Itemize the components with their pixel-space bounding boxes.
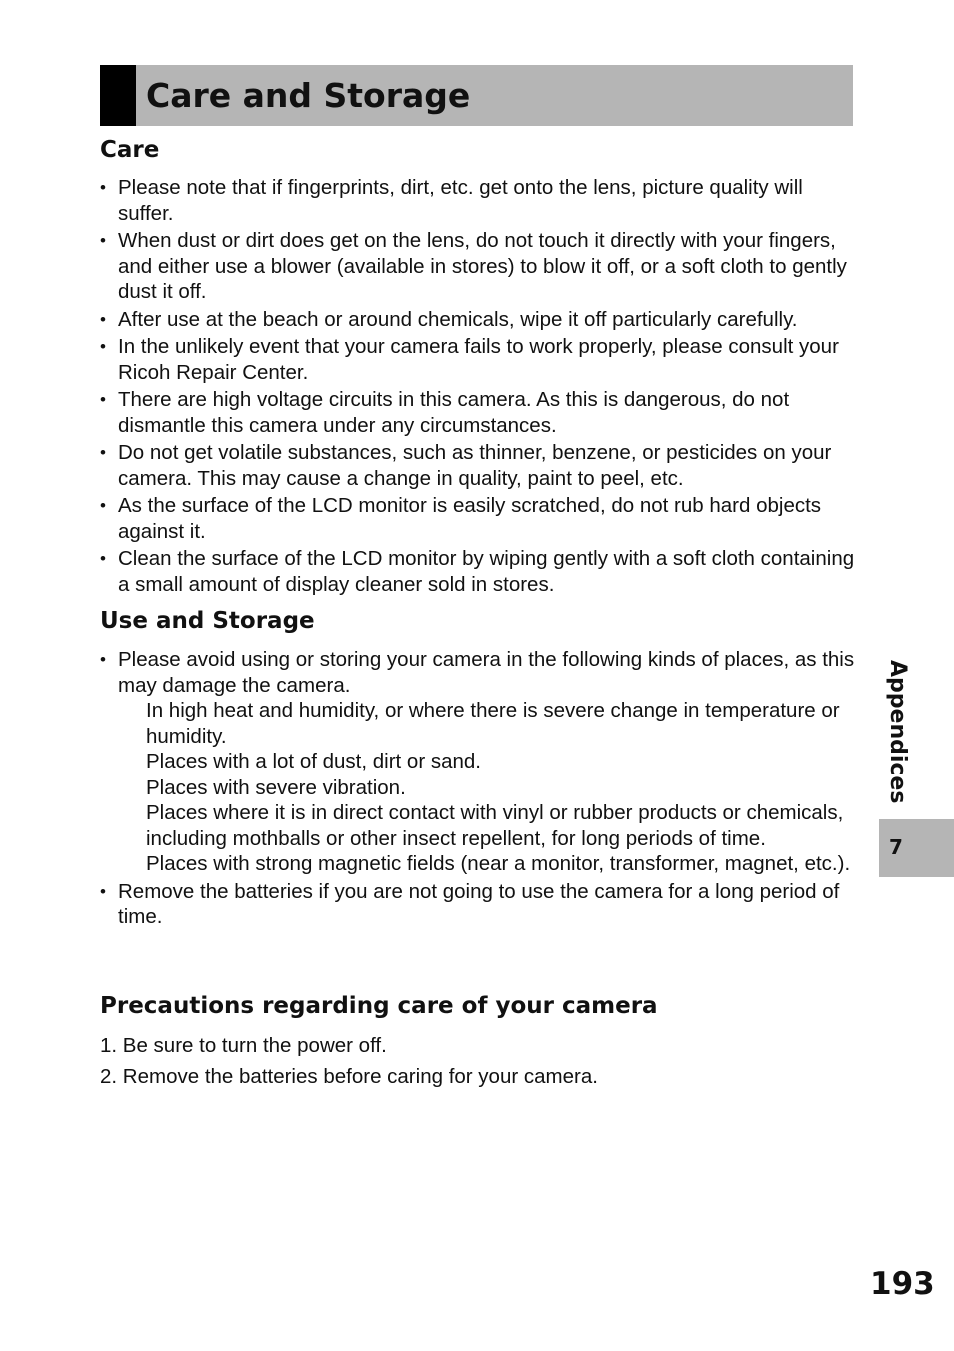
precautions-heading: Precautions regarding care of your camera: [100, 993, 658, 1019]
bullet-icon: •: [100, 443, 106, 462]
storage-list: [100, 647, 860, 932]
list-item: [100, 440, 860, 491]
care-item-text: When dust or dirt does get on the lens, do not touch it directly with your fingers, and either use a blower (available in stores) to blow it off, or a soft cloth to gently dust it off.: [118, 229, 847, 303]
care-item-text: In the unlikely event that your camera fails to work properly, please consult your Ricoh Repair Center.: [118, 335, 839, 384]
care-item-text: Please note that if fingerprints, dirt, etc. get onto the lens, picture quality will suffer.: [118, 176, 803, 225]
list-item: [100, 546, 860, 597]
list-item: [100, 647, 860, 877]
storage-item-text: Please avoid using or storing your camera in the following kinds of places, as this may damage the camera.: [118, 648, 855, 697]
bullet-icon: •: [100, 650, 106, 669]
list-item: [100, 493, 860, 544]
chapter-tab: [879, 819, 954, 877]
title-bar: [100, 65, 853, 126]
place-item: Places where it is in direct contact with vinyl or rubber products or chemicals, including mothballs or other insect repellent, for long periods of time.: [146, 801, 844, 850]
place-item: Places with a lot of dust, dirt or sand.: [146, 750, 481, 773]
bullet-icon: •: [100, 178, 106, 197]
side-chapter-label: [882, 660, 912, 810]
page-number: 193: [870, 1266, 935, 1302]
bullet-icon: •: [100, 549, 106, 568]
place-item: Places with severe vibration.: [146, 775, 406, 799]
storage-item-text: Remove the batteries if you are not going to use the camera for a long period of time.: [118, 879, 840, 928]
care-item-text: After use at the beach or around chemicals, wipe it off particularly carefully.: [118, 307, 798, 331]
list-item: [100, 307, 860, 333]
care-item-text: As the surface of the LCD monitor is easily scratched, do not rub hard objects against it.: [118, 494, 822, 543]
page-title: Care and Storage: [146, 76, 471, 115]
place-list: [118, 698, 860, 877]
bullet-icon: •: [100, 309, 106, 329]
title-block-marker: [100, 65, 136, 126]
care-list: [100, 175, 860, 599]
list-item: [100, 334, 860, 385]
list-item: [100, 228, 860, 305]
chapter-number: 7: [889, 835, 903, 859]
care-heading: Care: [100, 137, 160, 163]
care-item-text: There are high voltage circuits in this camera. As this is dangerous, do not dismantle this camera under any circumstances.: [118, 388, 790, 437]
bullet-icon: •: [100, 390, 106, 409]
bullet-icon: •: [100, 337, 106, 356]
list-item: [100, 175, 860, 226]
step-item: 2. Remove the batteries before caring for your camera.: [100, 1064, 598, 1088]
storage-heading: Use and Storage: [100, 608, 315, 634]
care-item-text: Do not get volatile substances, such as thinner, benzene, or pesticides on your camera. This may cause a change in quality, paint to peel, etc.: [118, 441, 832, 490]
place-item: Places with strong magnetic fields (near a monitor, transformer, magnet, etc.).: [146, 852, 851, 875]
bullet-icon: •: [100, 496, 106, 515]
bullet-icon: •: [100, 881, 106, 901]
list-item: [100, 387, 860, 438]
step-item: 1. Be sure to turn the power off.: [100, 1034, 387, 1057]
list-item: [100, 879, 860, 930]
precautions-steps: [100, 1033, 860, 1094]
side-chapter-label-text: Appendices: [885, 660, 910, 804]
bullet-icon: •: [100, 231, 106, 250]
care-item-text: Clean the surface of the LCD monitor by wiping gently with a soft cloth containing a small amount of display cleaner sold in stores.: [118, 547, 855, 596]
place-item: In high heat and humidity, or where there is severe change in temperature or humidity.: [146, 699, 840, 748]
